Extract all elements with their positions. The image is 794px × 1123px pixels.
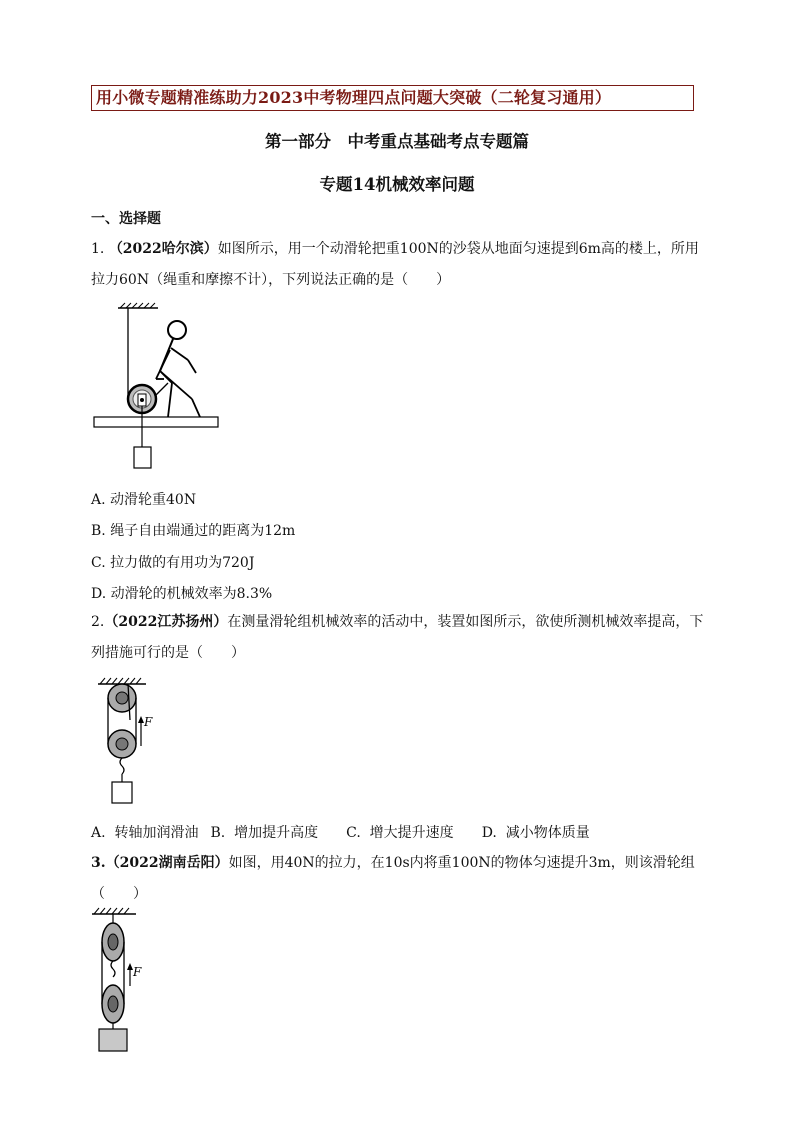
q1-option-a: A. 动滑轮重40N xyxy=(91,492,197,508)
q3-pulley-block-figure xyxy=(90,908,160,1053)
question-3 xyxy=(91,848,707,910)
question-text: 如图所示，用一个动滑轮把重100N的沙袋从地面匀速提到6m高的楼上，所用拉力60N（绳重和摩擦不计），下列说法正确的是（ ） xyxy=(91,241,699,288)
question-source: （2022江苏扬州） xyxy=(104,614,228,630)
q2-option-d: D. 减小物体质量 xyxy=(481,825,590,841)
q2-option-c: C. 增大提升速度 xyxy=(346,825,454,841)
q2-option-b: B. 增加提升高度 xyxy=(210,825,319,841)
q2-options-row xyxy=(91,822,590,842)
q2-pulley-block-figure xyxy=(96,676,156,806)
force-label: F xyxy=(144,715,153,729)
q1-option-c: C. 拉力做的有用功为720J xyxy=(91,555,255,571)
section-heading: 一、选择题 xyxy=(91,211,161,227)
question-2 xyxy=(91,607,707,669)
q1-pulley-figure xyxy=(88,303,228,473)
question-number: 2. xyxy=(91,614,105,630)
part-title: 第一部分 中考重点基础考点专题篇 xyxy=(265,132,529,151)
question-source: （2022哈尔滨） xyxy=(108,241,218,257)
banner-title: 用小微专题精准练助力2023中考物理四点问题大突破（二轮复习通用） xyxy=(91,85,694,111)
force-label: F xyxy=(133,965,142,979)
question-text: 在测量滑轮组机械效率的活动中，装置如图所示，欲使所测机械效率提高，下列措施可行的是（ ） xyxy=(91,614,704,661)
question-number: 3. xyxy=(91,855,106,871)
q2-option-a: A. 转轴加润滑油 xyxy=(91,825,199,841)
question-1 xyxy=(91,234,707,296)
question-number: 1. xyxy=(91,241,105,257)
q1-option-b: B. 绳子自由端通过的距离为12m xyxy=(91,523,296,539)
q1-option-d: D. 动滑轮的机械效率为8.3% xyxy=(91,586,273,602)
topic-title: 专题14机械效率问题 xyxy=(319,175,475,194)
question-source: （2022湖南岳阳） xyxy=(105,855,229,871)
question-text: 如图，用40N的拉力，在10s内将重100N的物体匀速提升3m，则该滑轮组（ ） xyxy=(91,855,695,902)
